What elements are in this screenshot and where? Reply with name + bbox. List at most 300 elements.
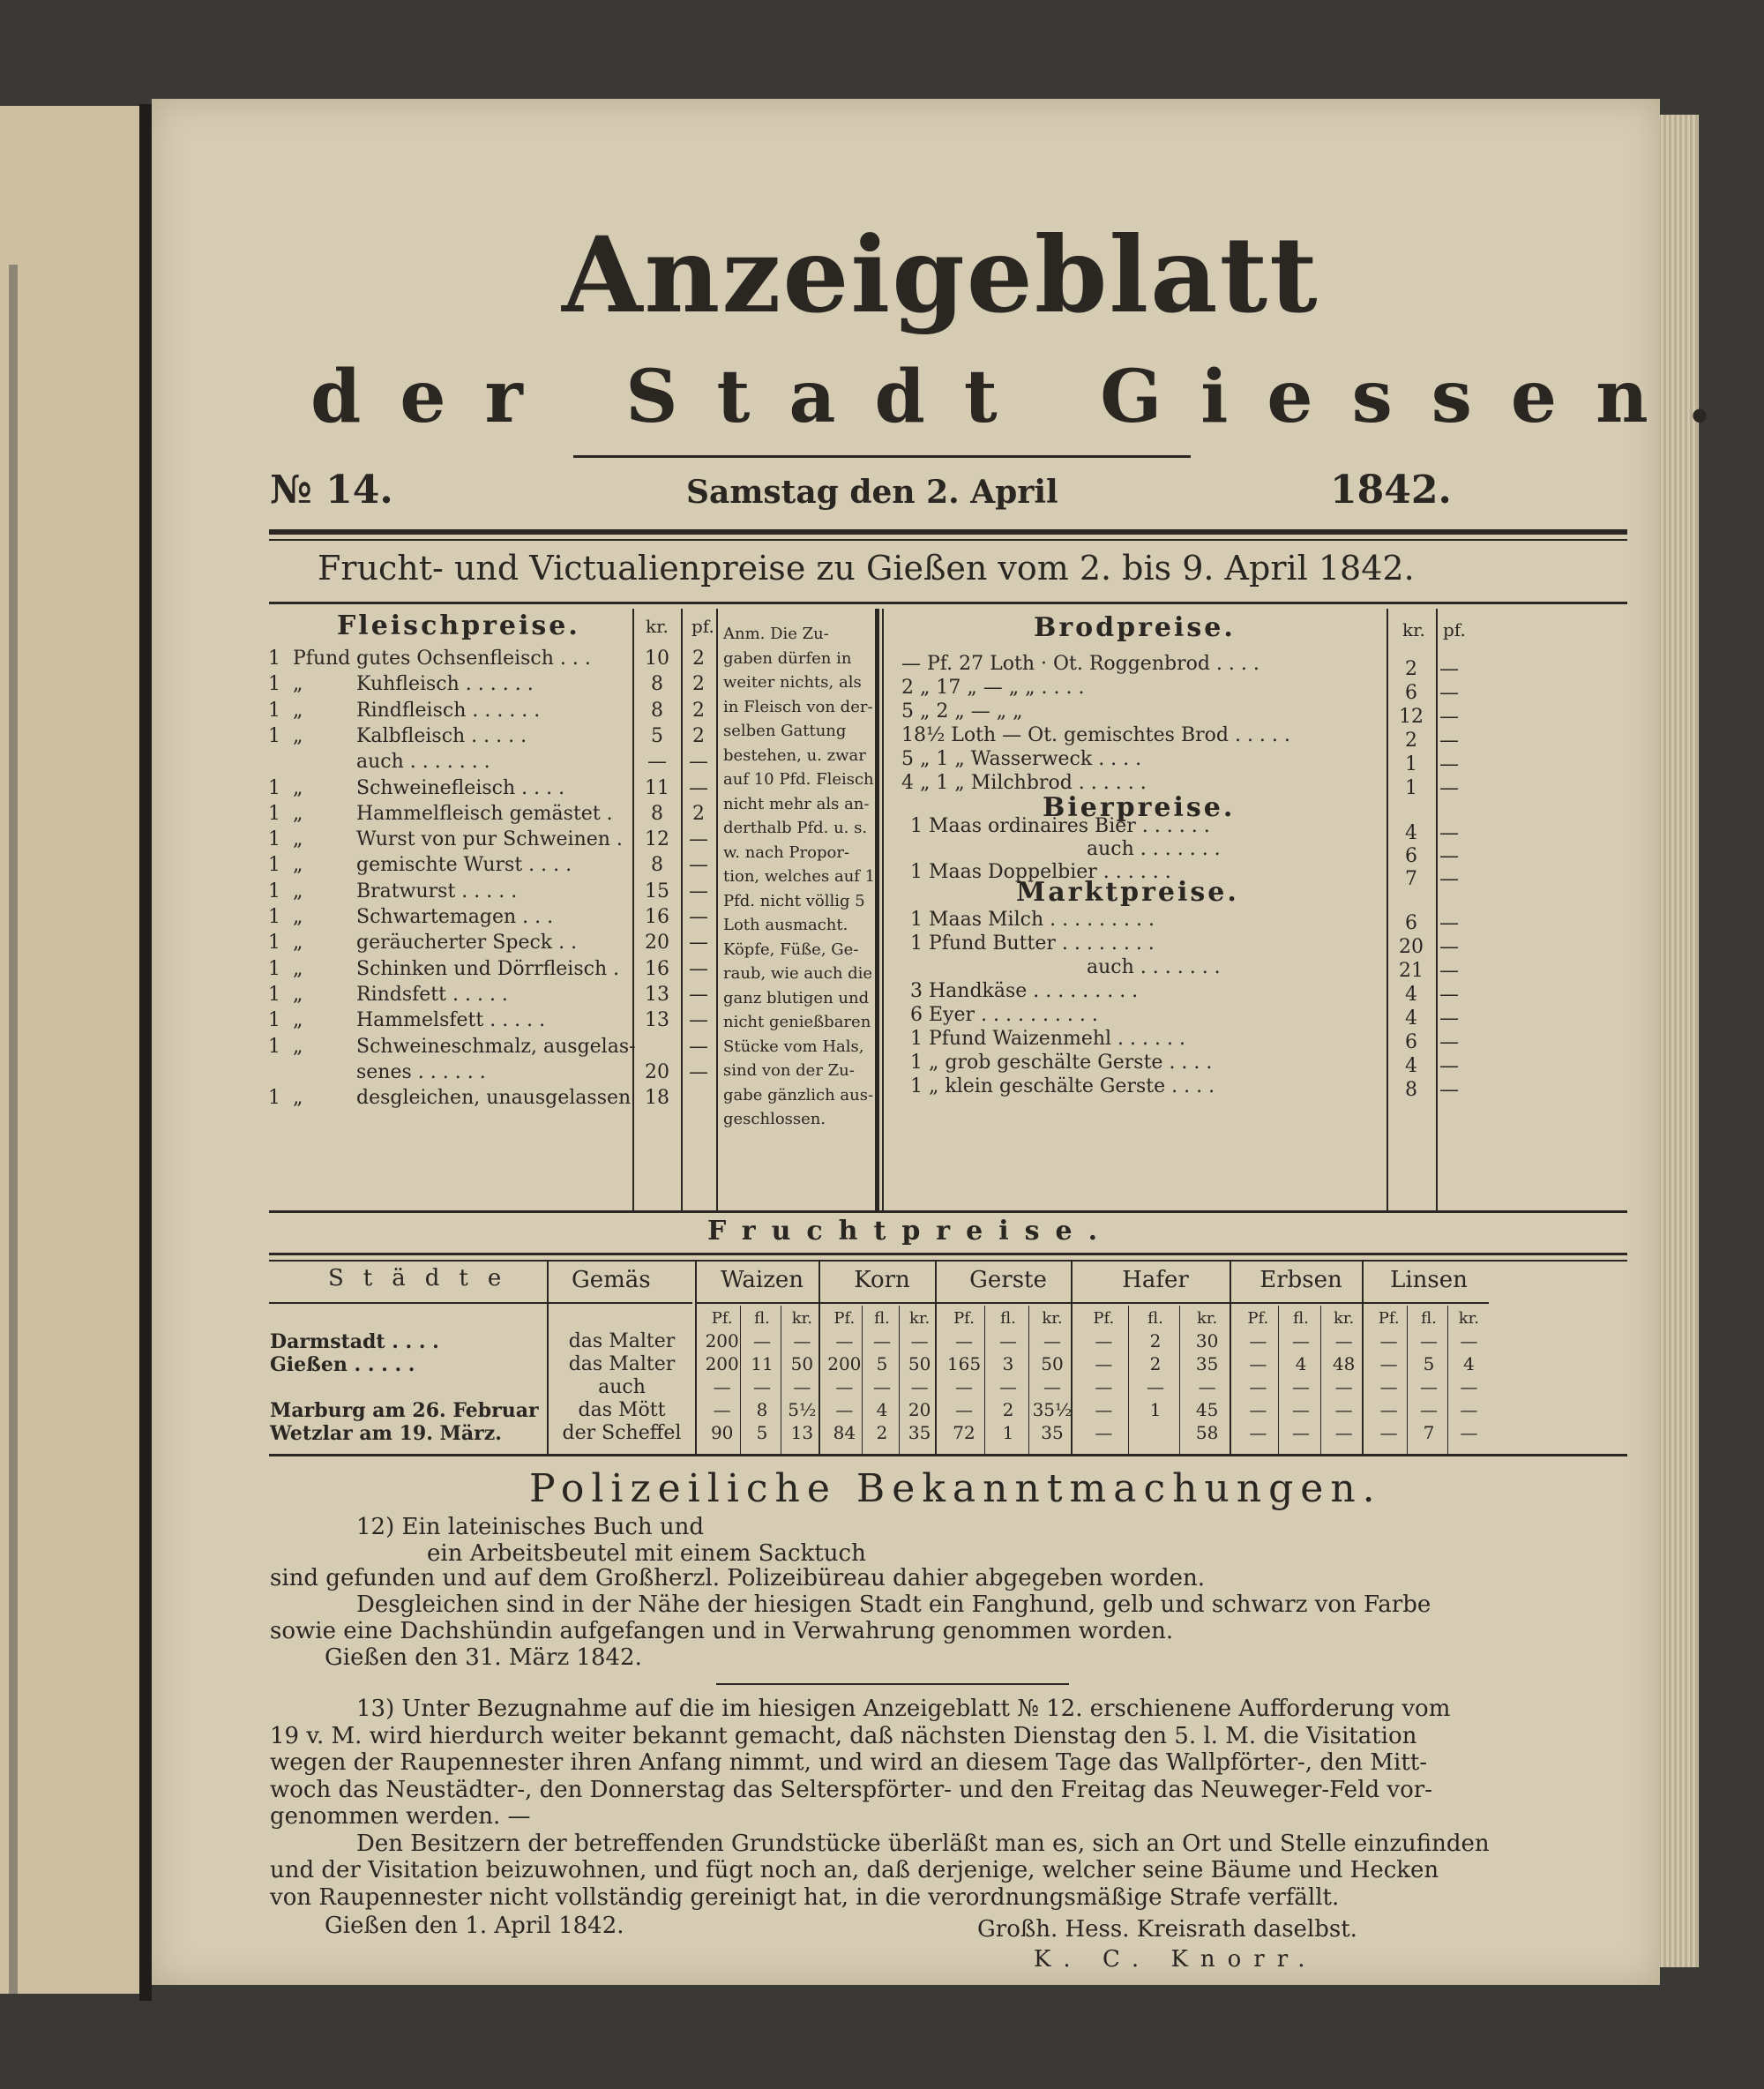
markt-item: 1 Pfund Butter . . . . . . . . — [910, 932, 1155, 955]
fleisch-vline-1 — [632, 609, 634, 1210]
frucht-cell: — — [872, 1330, 891, 1351]
fleisch-note-line: Stücke vom Hals, — [723, 1037, 864, 1056]
frucht-grain-header: Linsen — [1390, 1267, 1468, 1293]
fleisch-pf: 2 — [692, 648, 705, 670]
frucht-measure: auch — [598, 1376, 646, 1398]
frucht-cell: — — [1379, 1330, 1398, 1351]
markt-item: 1 Pfund Waizenmehl . . . . . . — [910, 1028, 1185, 1050]
fleisch-item: auch . . . . . . . — [356, 751, 490, 774]
notice-12-line: sind gefunden und auf dem Großherzl. Polizeibüreau dahier abgegeben worden. — [270, 1565, 1206, 1591]
fleisch-pf: — — [689, 1009, 708, 1032]
frucht-cell: — — [1419, 1330, 1438, 1351]
fleisch-qty: 1 — [268, 1087, 280, 1110]
brod-kr: 6 — [1405, 682, 1417, 704]
fleisch-unit: „ — [293, 1009, 303, 1032]
issue-number: № 14. — [270, 468, 393, 513]
fleisch-pf: — — [689, 776, 708, 799]
frucht-subheader: fl. — [754, 1309, 770, 1328]
fleisch-kr: 20 — [645, 1060, 669, 1083]
notice-13-line: von Raupennester nicht vollständig gereinigt hat, in die verordnungsmäßige Strafe verfällt. — [270, 1883, 1340, 1911]
fleisch-item: Schweineschmalz, ausgelas- — [356, 1035, 636, 1058]
frucht-cell: — — [713, 1376, 731, 1397]
fleisch-pf: — — [689, 854, 708, 877]
bier-pf: — — [1439, 822, 1459, 844]
frucht-cell: 2 — [1149, 1330, 1162, 1351]
frucht-vline — [695, 1262, 697, 1454]
brod-kr: 1 — [1405, 777, 1417, 799]
book-gutter — [139, 104, 152, 2001]
fleisch-note-line: geschlossen. — [723, 1110, 826, 1128]
markt-pf: — — [1439, 1031, 1459, 1053]
markt-item: auch . . . . . . . — [1087, 956, 1221, 978]
rule-frucht-bottom — [269, 1454, 1627, 1456]
frucht-grain-header: Korn — [854, 1267, 910, 1293]
fleisch-pf: — — [689, 828, 708, 851]
markt-pf: — — [1439, 960, 1459, 982]
fleisch-note-line: tion, welches auf 1 — [723, 867, 876, 886]
bier-item: 1 Maas Doppelbier . . . . . . — [910, 861, 1171, 883]
frucht-cell: 30 — [1195, 1330, 1219, 1351]
fleisch-unit: „ — [293, 1087, 303, 1110]
frucht-cell: 8 — [756, 1399, 768, 1420]
fleisch-qty: 1 — [268, 1009, 280, 1032]
fleisch-pf: — — [689, 932, 708, 955]
issue-date: Samstag den 2. April — [686, 474, 1058, 511]
left-page — [0, 106, 146, 1994]
markt-item: 3 Handkäse . . . . . . . . . — [910, 980, 1139, 1002]
fleisch-unit: Pfund — [293, 648, 351, 670]
fleisch-qty: 1 — [268, 1035, 280, 1058]
fleisch-note-line: gabe gänzlich aus- — [723, 1085, 874, 1104]
frucht-cell: 200 — [827, 1353, 862, 1374]
frucht-grain-rule — [1362, 1302, 1489, 1304]
markt-item: 1 „ grob geschälte Gerste . . . . — [910, 1052, 1213, 1074]
bier-item: 1 Maas ordinaires Bier . . . . . . — [910, 815, 1210, 837]
frucht-cell: — — [1095, 1353, 1113, 1374]
brod-item: 5 „ 1 „ Wasserweck . . . . — [901, 748, 1142, 770]
fleisch-qty: 1 — [268, 957, 280, 980]
frucht-grain-rule — [1071, 1302, 1233, 1304]
frucht-vline — [547, 1262, 549, 1454]
rule-prices-heading — [269, 602, 1627, 604]
fleisch-unit: „ — [293, 724, 303, 747]
markt-kr: 6 — [1405, 1031, 1417, 1053]
frucht-subheader: kr. — [1458, 1309, 1479, 1328]
frucht-cell: — — [1291, 1330, 1310, 1351]
frucht-subheader: kr. — [909, 1309, 931, 1328]
frucht-cell: 7 — [1423, 1422, 1435, 1443]
frucht-subheader: Pf. — [833, 1309, 856, 1328]
prices-heading: Frucht- und Victualienpreise zu Gießen vom 2. bis 9. April 1842. — [318, 549, 1415, 588]
frucht-cell: — — [910, 1330, 929, 1351]
bier-kr: 7 — [1405, 868, 1417, 890]
frucht-cell: 84 — [833, 1422, 856, 1443]
fleisch-pf: — — [689, 1060, 708, 1083]
fleisch-item: Rindfleisch . . . . . . — [356, 699, 541, 722]
brod-pf: — — [1439, 682, 1459, 704]
markt-kr: 21 — [1399, 960, 1424, 982]
fleisch-note-line: Köpfe, Füße, Ge- — [723, 940, 859, 959]
fleisch-item: Hammelfleisch gemästet . — [356, 802, 613, 825]
fleisch-kr: 16 — [645, 957, 669, 980]
fleisch-note-line: Anm. Die Zu- — [723, 625, 829, 643]
frucht-grain-header: Gerste — [969, 1267, 1047, 1293]
bier-pf: — — [1439, 845, 1459, 867]
markt-pf: — — [1439, 1079, 1459, 1101]
frucht-cell: 1 — [1002, 1422, 1014, 1443]
fleisch-item: Rindsfett . . . . . — [356, 983, 508, 1006]
fleisch-pf: — — [689, 751, 708, 774]
fleisch-unit: „ — [293, 932, 303, 955]
fleisch-qty: 1 — [268, 828, 280, 851]
fleisch-qty: 1 — [268, 983, 280, 1006]
frucht-cell: — — [835, 1399, 854, 1420]
fleisch-unit: „ — [293, 957, 303, 980]
frucht-cell: 45 — [1195, 1399, 1219, 1420]
frucht-measure: das Malter — [568, 1353, 676, 1375]
frucht-subheader: fl. — [1421, 1309, 1437, 1328]
masthead-subtitle: der Stadt Giessen. — [310, 355, 1752, 439]
frucht-col-gemaes: Gemäs — [572, 1267, 651, 1293]
frucht-cell: 4 — [1462, 1353, 1475, 1374]
notice-13-line: und der Visitation beizuwohnen, und fügt noch an, daß derjenige, welcher seine Bäume und Hecken — [270, 1857, 1439, 1883]
fleisch-kr: 16 — [645, 906, 669, 928]
frucht-grain-header: Hafer — [1122, 1267, 1189, 1293]
frucht-cell: — — [713, 1399, 731, 1420]
frucht-measure: das Mött — [578, 1399, 666, 1421]
frucht-subheader: kr. — [1042, 1309, 1063, 1328]
frucht-subheader: fl. — [1147, 1309, 1163, 1328]
frucht-city: Gießen . . . . . — [270, 1353, 415, 1376]
frucht-cell: 58 — [1195, 1422, 1219, 1443]
bier-kr: 6 — [1405, 845, 1417, 867]
frucht-cell: — — [1095, 1422, 1113, 1443]
notice-12-line: Gießen den 31. März 1842. — [325, 1644, 642, 1671]
frucht-cell: 4 — [876, 1399, 888, 1420]
bier-title: Bierpreise. — [1043, 792, 1236, 823]
frucht-grain-header: Erbsen — [1259, 1267, 1342, 1293]
fleisch-unit: „ — [293, 854, 303, 877]
frucht-measure: das Malter — [568, 1330, 676, 1352]
frucht-grain-rule — [695, 1302, 822, 1304]
brod-item: 2 „ 17 „ — „ „ . . . . — [901, 677, 1085, 699]
frucht-cell: — — [835, 1330, 854, 1351]
frucht-cell: — — [872, 1376, 891, 1397]
frucht-cell: — — [1146, 1376, 1164, 1397]
fleisch-unit: „ — [293, 802, 303, 825]
brod-pf: — — [1439, 730, 1459, 752]
notice-12-line: ein Arbeitsbeutel mit einem Sacktuch — [427, 1540, 866, 1567]
brod-item: 4 „ 1 „ Milchbrod . . . . . . — [901, 772, 1147, 794]
fleisch-kr: 8 — [651, 802, 663, 825]
notice-13-line: woch das Neustädter-, den Donnerstag das Selterspförter- und den Freitag das Neuweger-Feld vor- — [270, 1776, 1432, 1803]
frucht-cell: — — [1419, 1376, 1438, 1397]
fleisch-kr: 8 — [651, 673, 663, 696]
frucht-cell: 35 — [908, 1422, 931, 1443]
frucht-cell: 200 — [705, 1330, 739, 1351]
markt-pf: — — [1439, 984, 1459, 1006]
frucht-cell: — — [955, 1399, 973, 1420]
fleisch-note-line: selben Gattung — [723, 722, 847, 740]
brod-kr: 2 — [1405, 658, 1417, 680]
frucht-cell: — — [955, 1376, 973, 1397]
fleisch-item: senes . . . . . . — [356, 1060, 486, 1083]
fleisch-note-line: in Fleisch von der- — [723, 697, 873, 716]
fleisch-pf: — — [689, 906, 708, 928]
frucht-cell: 5½ — [788, 1399, 817, 1420]
frucht-subheader: kr. — [1197, 1309, 1218, 1328]
frucht-cell: — — [955, 1330, 973, 1351]
frucht-subheader: Pf. — [1093, 1309, 1115, 1328]
frucht-subheader: fl. — [874, 1309, 890, 1328]
frucht-cell: — — [1334, 1422, 1353, 1443]
frucht-grain-rule — [1230, 1302, 1365, 1304]
frucht-cell: 200 — [705, 1353, 739, 1374]
notice-12-line: sowie eine Dachshündin aufgefangen und in Verwahrung genommen worden. — [270, 1618, 1174, 1644]
frucht-subheader: fl. — [1293, 1309, 1309, 1328]
frucht-cell: — — [835, 1376, 854, 1397]
fleisch-note-line: Pfd. nicht völlig 5 — [723, 891, 865, 910]
frucht-cell: 1 — [1149, 1399, 1162, 1420]
fleisch-item: Schinken und Dörrfleisch . — [356, 957, 620, 980]
fleisch-qty: 1 — [268, 854, 280, 877]
fleisch-pf: — — [689, 880, 708, 902]
fleisch-note-line: gaben dürfen in — [723, 648, 852, 668]
bier-pf: — — [1439, 868, 1459, 890]
frucht-subheader: Pf. — [953, 1309, 975, 1328]
frucht-cell: 50 — [1041, 1353, 1064, 1374]
frucht-city: Wetzlar am 19. März. — [270, 1422, 502, 1445]
frucht-cell: 5 — [1423, 1353, 1435, 1374]
markt-kr: 6 — [1405, 912, 1417, 934]
fleisch-kr: — — [647, 751, 667, 774]
fleisch-pf: — — [689, 957, 708, 980]
markt-pf: — — [1439, 936, 1459, 958]
frucht-cell: — — [1334, 1376, 1353, 1397]
notice-12-line: Desgleichen sind in der Nähe der hiesigen Stadt ein Fanghund, gelb und schwarz von Farbe — [356, 1591, 1431, 1618]
frucht-cell: 2 — [1149, 1353, 1162, 1374]
markt-kr: 4 — [1405, 984, 1417, 1006]
frucht-subheader: Pf. — [711, 1309, 733, 1328]
newspaper-page — [152, 99, 1752, 1985]
brod-col-kr: kr. — [1402, 619, 1425, 640]
frucht-cell: — — [1043, 1376, 1061, 1397]
fleisch-title: Fleischpreise. — [337, 610, 580, 641]
frucht-city: Marburg am 26. Februar — [270, 1399, 539, 1422]
fleisch-note-line: nicht genießbaren — [723, 1013, 871, 1031]
fleisch-unit: „ — [293, 673, 303, 696]
fleisch-vline-4 — [875, 609, 879, 1210]
brod-item: 5 „ 2 „ — „ „ — [901, 700, 1023, 723]
fleisch-item: geräucherter Speck . . — [356, 932, 578, 955]
fleisch-qty: 1 — [268, 724, 280, 747]
fleisch-unit: „ — [293, 983, 303, 1006]
fleisch-unit: „ — [293, 699, 303, 722]
fleisch-kr: 11 — [645, 776, 669, 799]
masthead-title: Anzeigeblatt — [562, 213, 1319, 336]
fleisch-qty: 1 — [268, 880, 280, 902]
rule-frucht-2 — [269, 1260, 1627, 1262]
frucht-cell: 11 — [751, 1353, 774, 1374]
frucht-cell: — — [1249, 1330, 1267, 1351]
markt-kr: 4 — [1405, 1055, 1417, 1077]
frucht-cell: 2 — [1002, 1399, 1014, 1420]
frucht-measure: der Scheffel — [562, 1422, 682, 1444]
fleisch-vline-3 — [716, 609, 718, 1210]
fleisch-unit: „ — [293, 880, 303, 902]
frucht-cell: 5 — [756, 1422, 768, 1443]
frucht-subheader: Pf. — [1247, 1309, 1269, 1328]
markt-item: 6 Eyer . . . . . . . . . . — [910, 1004, 1098, 1026]
fleisch-note-line: weiter nichts, als — [723, 673, 862, 692]
frucht-cell: — — [1249, 1422, 1267, 1443]
frucht-grain-rule — [818, 1302, 938, 1304]
fleisch-note-line: ganz blutigen und — [723, 988, 870, 1007]
frucht-cell: — — [1379, 1399, 1398, 1420]
fleisch-qty: 1 — [268, 648, 280, 670]
brod-kr: 12 — [1399, 706, 1424, 728]
fleisch-item: Wurst von pur Schweinen . — [356, 828, 623, 851]
frucht-cell: 35 — [1195, 1353, 1219, 1374]
frucht-cell: — — [752, 1330, 771, 1351]
masthead-rule — [573, 455, 1191, 458]
fleisch-qty: 1 — [268, 906, 280, 928]
fleisch-col-kr: kr. — [646, 616, 669, 637]
fleisch-kr: 12 — [645, 828, 669, 851]
frucht-cell: — — [1198, 1376, 1216, 1397]
frucht-cell: — — [999, 1376, 1017, 1397]
frucht-subheader: fl. — [1000, 1309, 1016, 1328]
frucht-cell: — — [1291, 1376, 1310, 1397]
fleisch-qty: 1 — [268, 802, 280, 825]
frucht-cell: — — [1249, 1353, 1267, 1374]
frucht-cell: 4 — [1295, 1353, 1307, 1374]
frucht-cell: — — [1095, 1330, 1113, 1351]
frucht-cell: — — [1291, 1422, 1310, 1443]
markt-kr: 4 — [1405, 1007, 1417, 1030]
fleisch-pf: 2 — [692, 673, 705, 696]
frucht-cell: — — [793, 1330, 811, 1351]
notice-13-line: genommen werden. — — [270, 1803, 531, 1830]
frucht-cell: 20 — [908, 1399, 931, 1420]
frucht-cell: — — [1249, 1399, 1267, 1420]
fleisch-kr: 8 — [651, 854, 663, 877]
fleisch-unit: „ — [293, 1035, 303, 1058]
markt-pf: — — [1439, 912, 1459, 934]
issue-year: 1842. — [1330, 468, 1452, 513]
fleisch-col-pf: pf. — [691, 616, 714, 637]
fleisch-item: Schwartemagen . . . — [356, 906, 554, 928]
brod-item: 18½ Loth — Ot. gemischtes Brod . . . . . — [901, 724, 1290, 746]
fleisch-pf: 2 — [692, 724, 705, 747]
markt-kr: 8 — [1405, 1079, 1417, 1101]
fleisch-item: desgleichen, unausgelassen — [356, 1087, 632, 1110]
fleisch-kr: 8 — [651, 699, 663, 722]
fleisch-pf: 2 — [692, 699, 705, 722]
frucht-cell: — — [910, 1376, 929, 1397]
bier-item: auch . . . . . . . — [1087, 838, 1221, 860]
fleisch-kr: 13 — [645, 1009, 669, 1032]
fleisch-item: gemischte Wurst . . . . — [356, 854, 572, 877]
frucht-cell: — — [1419, 1399, 1438, 1420]
brod-pf: — — [1439, 658, 1459, 680]
fleisch-unit: „ — [293, 776, 303, 799]
notice-13-line: wegen der Raupennester ihren Anfang nimmt, und wird an diesem Tage das Wallpförter-, den Mitt- — [270, 1749, 1427, 1776]
frucht-cell: — — [1379, 1353, 1398, 1374]
frucht-subheader: kr. — [791, 1309, 812, 1328]
notice-13-line: 19 v. M. wird hierdurch weiter bekannt gemacht, daß nächsten Dienstag den 5. l. M. die Visitation — [270, 1722, 1417, 1749]
frucht-cell: 35 — [1041, 1422, 1064, 1443]
frucht-cell: 90 — [710, 1422, 734, 1443]
fleisch-pf: — — [689, 1035, 708, 1058]
fleisch-item: gutes Ochsenfleisch . . . — [356, 648, 591, 670]
brod-kr: 2 — [1405, 730, 1417, 752]
frucht-cell: — — [1334, 1330, 1353, 1351]
fleisch-pf: 2 — [692, 802, 705, 825]
brod-col-pf: pf. — [1443, 619, 1466, 640]
brod-vline-pf — [1436, 609, 1438, 1210]
signature-name: K. C. Knorr. — [1034, 1946, 1318, 1973]
notice-divider — [716, 1683, 1069, 1685]
brod-pf: — — [1439, 777, 1459, 799]
signature-office: Großh. Hess. Kreisrath daselbst. — [977, 1916, 1357, 1943]
frucht-cell: — — [1460, 1330, 1478, 1351]
markt-pf: — — [1439, 1007, 1459, 1030]
rule-mid-1 — [269, 1210, 1627, 1213]
fleisch-note-line: w. nach Propor- — [723, 842, 850, 862]
bier-kr: 4 — [1405, 822, 1417, 844]
fleisch-item: Bratwurst . . . . . — [356, 880, 518, 902]
notice-12-line: 12) Ein lateinisches Buch und — [356, 1514, 705, 1540]
frucht-cell: — — [1460, 1376, 1478, 1397]
fleisch-kr: 18 — [645, 1087, 669, 1110]
fleisch-note-line: derthalb Pfd. u. s. — [723, 819, 868, 837]
left-page-edge — [9, 265, 18, 1994]
frucht-title: Fruchtpreise. — [707, 1216, 1114, 1247]
fleisch-note-line: auf 10 Pfd. Fleisch — [723, 770, 874, 789]
fleisch-note-line: Loth ausmacht. — [723, 916, 848, 934]
fleisch-qty: 1 — [268, 699, 280, 722]
fleisch-kr: 13 — [645, 983, 669, 1006]
frucht-cell: 165 — [946, 1353, 982, 1374]
fleisch-pf: — — [689, 983, 708, 1006]
notice-13-date: Gießen den 1. April 1842. — [325, 1913, 624, 1939]
frucht-cell: 48 — [1332, 1353, 1356, 1374]
markt-title: Marktpreise. — [1016, 877, 1239, 908]
frucht-cell: — — [1460, 1399, 1478, 1420]
rule-top-thick — [269, 529, 1627, 535]
rule-top-thin — [269, 539, 1627, 541]
frucht-cell: — — [793, 1376, 811, 1397]
fleisch-qty: 1 — [268, 673, 280, 696]
frucht-cell: — — [1095, 1376, 1113, 1397]
fleisch-kr: 20 — [645, 932, 669, 955]
notice-13-line: Den Besitzern der betreffenden Grundstücke überläßt man es, sich an Ort und Stelle einzufinden — [356, 1830, 1490, 1857]
fleisch-item: Schweinefleisch . . . . — [356, 776, 565, 799]
frucht-cell: — — [1291, 1399, 1310, 1420]
brod-kr: 1 — [1405, 753, 1417, 775]
frucht-grain-rule — [935, 1302, 1074, 1304]
fleisch-unit: „ — [293, 906, 303, 928]
rule-frucht-1 — [269, 1253, 1627, 1255]
frucht-col-staedte: Städte — [328, 1265, 521, 1292]
brod-pf: — — [1439, 753, 1459, 775]
frucht-cell: — — [1095, 1399, 1113, 1420]
frucht-cell: — — [1249, 1376, 1267, 1397]
frucht-cell: — — [1379, 1422, 1398, 1443]
fleisch-item: Kalbfleisch . . . . . — [356, 724, 527, 747]
frucht-cell: — — [752, 1376, 771, 1397]
